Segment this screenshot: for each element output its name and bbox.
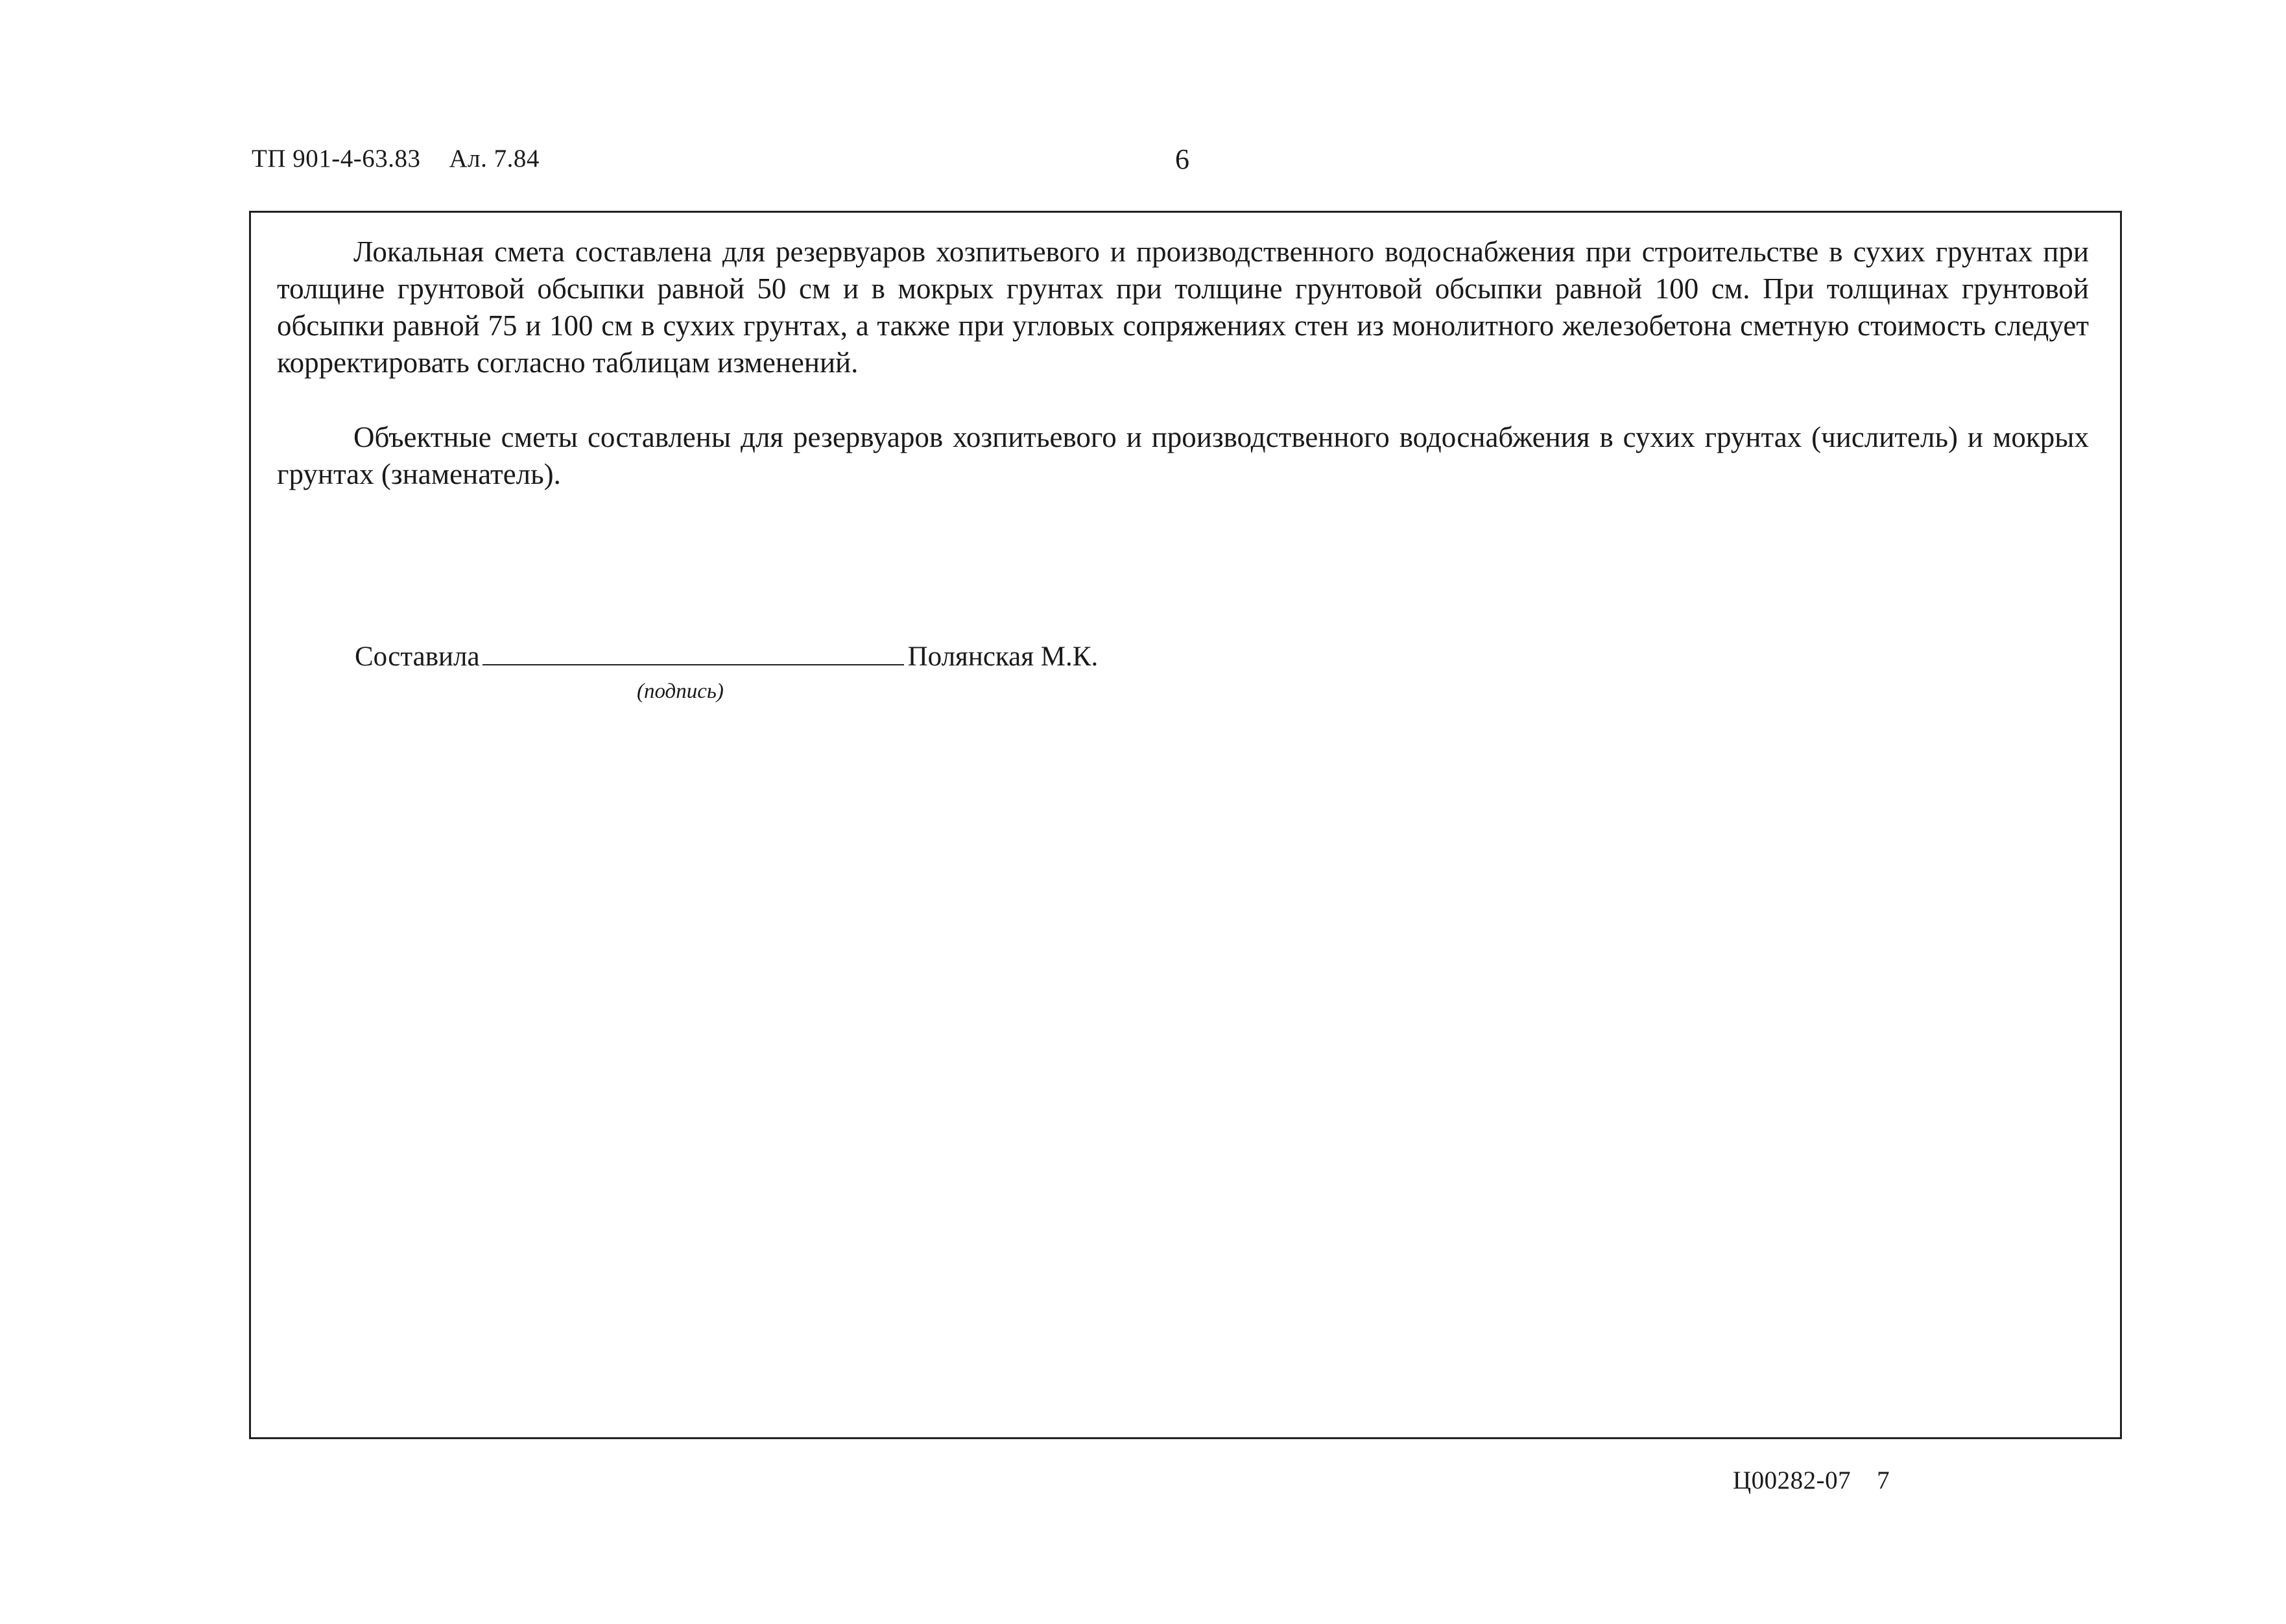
doc-code: ТП 901-4-63.83: [252, 145, 421, 173]
paragraph-object-estimates: Объектные сметы составлены для резервуаров хозпитьевого и производственного водоснабжения в сухих грунтах (числитель) и мокрых грунтах (знаменатель).: [277, 421, 2089, 490]
page-number: 6: [1175, 143, 1189, 175]
content-frame: [249, 211, 2122, 1439]
body-text: [277, 233, 2089, 493]
footer-code: [1733, 1466, 1890, 1495]
paragraph-local-estimate: Локальная смета составлена для резервуаров хозпитьевого и производственного водоснабжения при строительстве в сухих грунтах при толщине грунтовой обсыпки равной 50 см и в мокрых грунтах при толщине грунтовой обсыпки равной 100 см. При толщинах грунтовой обсыпки равной 75 и 100 см в сухих грунтах, а также при угловых сопряжениях стен из монолитного железобетона сметную стоимость следует корректировать согласно таблицам изменений.: [277, 235, 2089, 379]
header-doc-info: [252, 144, 540, 173]
signature-line: [482, 642, 904, 665]
signature-label: Составила: [355, 641, 480, 672]
footer-doc-code: Ц00282-07: [1733, 1466, 1851, 1494]
signer-name: Полянская М.К.: [907, 641, 1099, 672]
footer-sheet-number: 7: [1877, 1466, 1890, 1494]
signature-block: [355, 641, 1098, 673]
signature-caption: (подпись): [637, 680, 724, 703]
album-number: Ал. 7.84: [449, 145, 540, 173]
